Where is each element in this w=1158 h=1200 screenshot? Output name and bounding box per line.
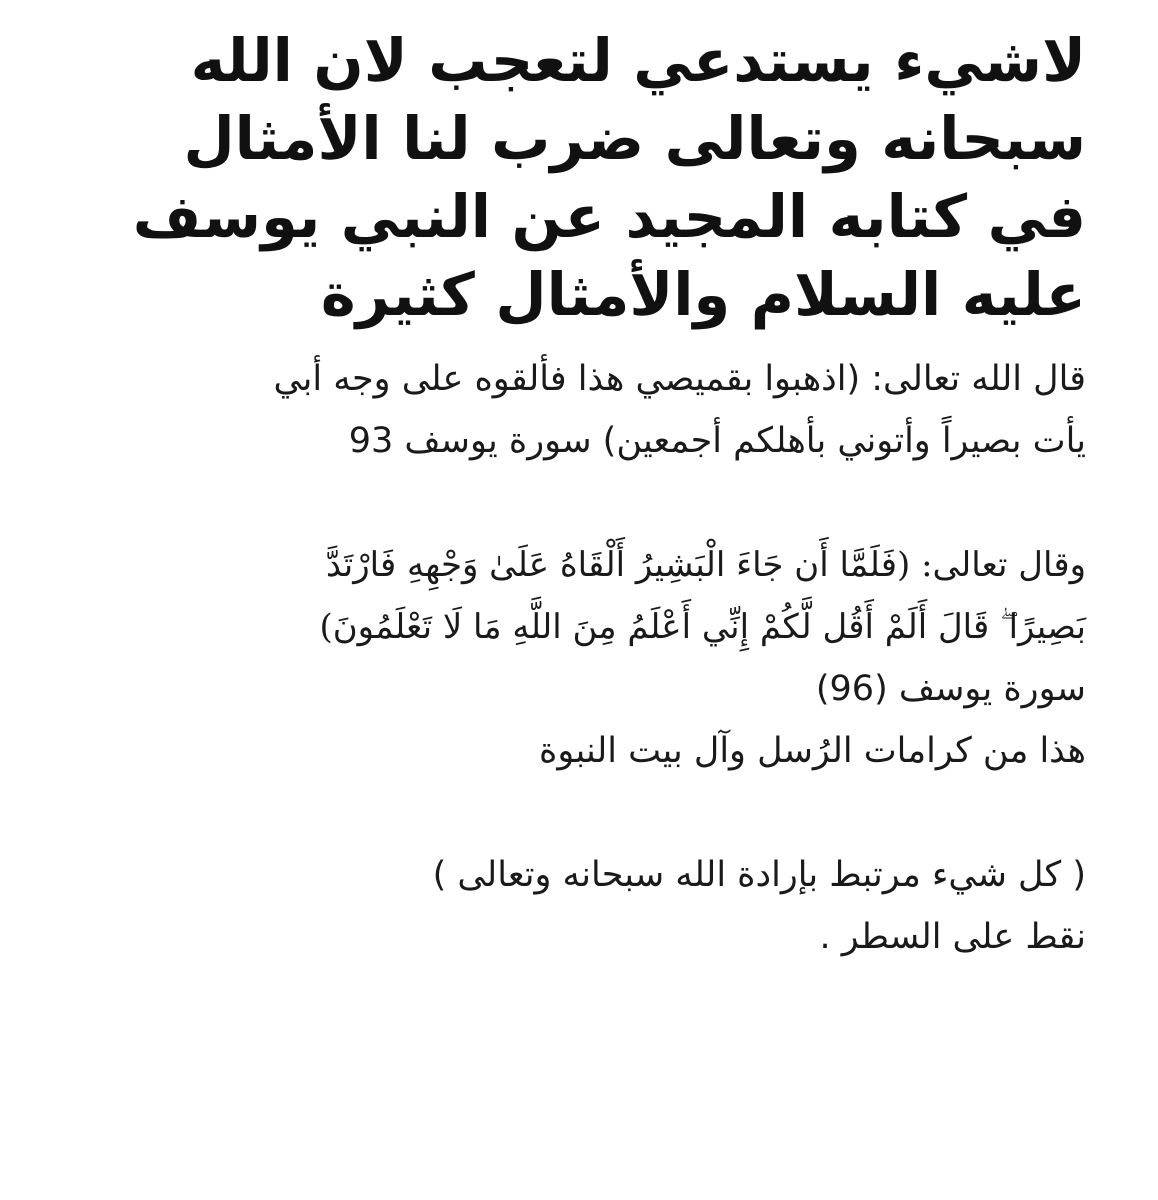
closing-line: نقط على السطر . xyxy=(819,917,1086,957)
verse2-comment: هذا من كرامات الرُسل وآل بيت النبوة xyxy=(539,731,1086,771)
headline-line: لاشيء يستدعي لتعجب لان الله xyxy=(190,26,1086,95)
verse1-line: قال الله تعالى: (اذهبوا بقميصي هذا فألقوه على وجه أبي xyxy=(273,359,1086,399)
headline-line: سبحانه وتعالى ضرب لنا الأمثال xyxy=(183,104,1086,173)
closing-line: ( كل شيء مرتبط بإرادة الله سبحانه وتعالى ) xyxy=(432,855,1086,895)
verse2-line: وقال تعالى: (فَلَمَّا أَن جَاءَ الْبَشِيرُ أَلْقَاهُ عَلَىٰ وَجْهِهِ فَارْتَدَّ xyxy=(325,545,1086,585)
post-headline xyxy=(60,22,1086,334)
headline-line: عليه السلام والأمثال كثيرة xyxy=(320,260,1086,329)
post-body xyxy=(60,348,1086,968)
paragraph-spacer xyxy=(60,782,1086,844)
verse2-reference: سورة يوسف (96) xyxy=(815,669,1086,709)
paragraph-spacer xyxy=(60,472,1086,534)
verse2-line: بَصِيرًا ۖ قَالَ أَلَمْ أَقُل لَّكُمْ إِنِّي أَعْلَمُ مِنَ اللَّهِ مَا لَا تَعْلَمُونَ) xyxy=(319,607,1086,647)
verse1-line: يأت بصيراً وأتوني بأهلكم أجمعين) سورة يوسف 93 xyxy=(348,421,1086,461)
headline-line: في كتابه المجيد عن النبي يوسف xyxy=(132,182,1086,251)
